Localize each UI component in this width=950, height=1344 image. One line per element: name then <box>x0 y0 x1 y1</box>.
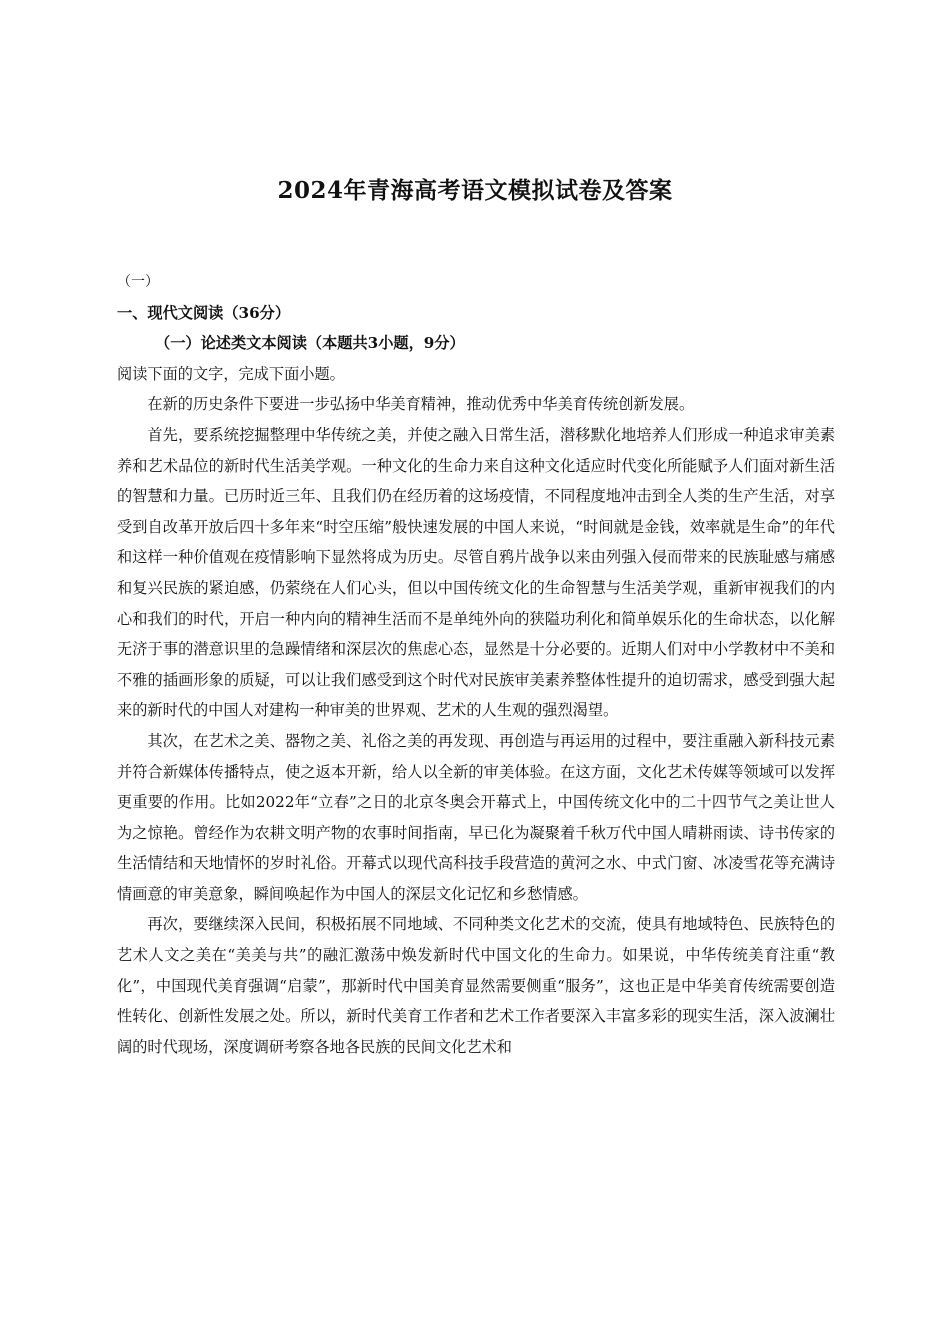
document-body <box>117 267 835 1062</box>
paragraph-2: 首先，要系统挖掘整理中华传统之美，并使之融入日常生活，潜移默化地培养人们形成一种追求审美素养和艺术品位的新时代生活美学观。一种文化的生命力来自这种文化适应时代变化所能赋予人们面对新生活的智慧和力量。已历时近三年、且我们仍在经历着的这场疫情，不同程度地冲击到全人类的生产生活，对享受到自改革开放后四十多年来“时空压缩”般快速发展的中国人来说，“时间就是金钱，效率就是生命”的年代和这样一种价值观在疫情影响下显然将成为历史。尽管自鸦片战争以来由列强入侵而带来的民族耻感与痛感和复兴民族的紧迫感，仍萦绕在人们心头，但以中国传统文化的生命智慧与生活美学观，重新审视我们的内心和我们的时代，开启一种内向的精神生活而不是单纯外向的狭隘功利化和简单娱乐化的生命状态，以化解无济于事的潜意识里的急躁情绪和深层次的焦虑心态，显然是十分必要的。近期人们对中小学教材中不美和不雅的插画形象的质疑，可以让我们感受到这个时代对民族审美素养整体性提升的迫切需求，感受到强大起来的新时代的中国人对建构一种审美的世界观、艺术的人生观的强烈渴望。 <box>117 425 835 720</box>
part-label: （一） <box>117 274 159 290</box>
section-heading: 一、现代文阅读（36分） <box>117 303 291 322</box>
paragraph-1: 在新的历史条件下要进一步弘扬中华美育精神，推动优秀中华美育传统创新发展。 <box>147 395 695 414</box>
paragraph-3: 其次，在艺术之美、器物之美、礼俗之美的再发现、再创造与再运用的过程中，要注重融入新科技元素并符合新媒体传播特点，使之返本开新，给人以全新的审美体验。在这方面，文化艺术传媒等领域可以发挥更重要的作用。比如2022年“立春”之日的北京冬奥会开幕式上，中国传统文化中的二十四节气之美让世人为之惊艳。曾经作为农耕文明产物的农事时间指南，早已化为凝聚着千秋万代中国人晴耕雨读、诗书传家的生活情结和天地情怀的岁时礼俗。开幕式以现代高科技手段营造的黄河之水、中式门窗、冰凌雪花等充满诗情画意的审美意象，瞬间唤起作为中国人的深层文化记忆和乡愁情感。 <box>117 731 835 903</box>
paragraph-4: 再次，要继续深入民间，积极拓展不同地域、不同种类文化艺术的交流，使具有地域特色、民族特色的艺术人文之美在“美美与共”的融汇激荡中焕发新时代中国文化的生命力。如果说，中华传统美育注重“教化”，中国现代美育强调“启蒙”，那新时代中国美育显然需要侧重“服务”，这也正是中华美育传统需要创造性转化、创新性发展之处。所以，新时代美育工作者和艺术工作者要深入丰富多彩的现实生活，深入波澜壮阔的时代现场，深度调研考察各地各民族的民间文化艺术和 <box>117 915 835 1056</box>
reading-instruction: 阅读下面的文字，完成下面小题。 <box>117 364 345 383</box>
document-title: 2024年青海高考语文模拟试卷及答案 <box>277 177 673 204</box>
sub-heading: （一）论述类文本阅读（本题共3小题，9分） <box>155 334 465 353</box>
